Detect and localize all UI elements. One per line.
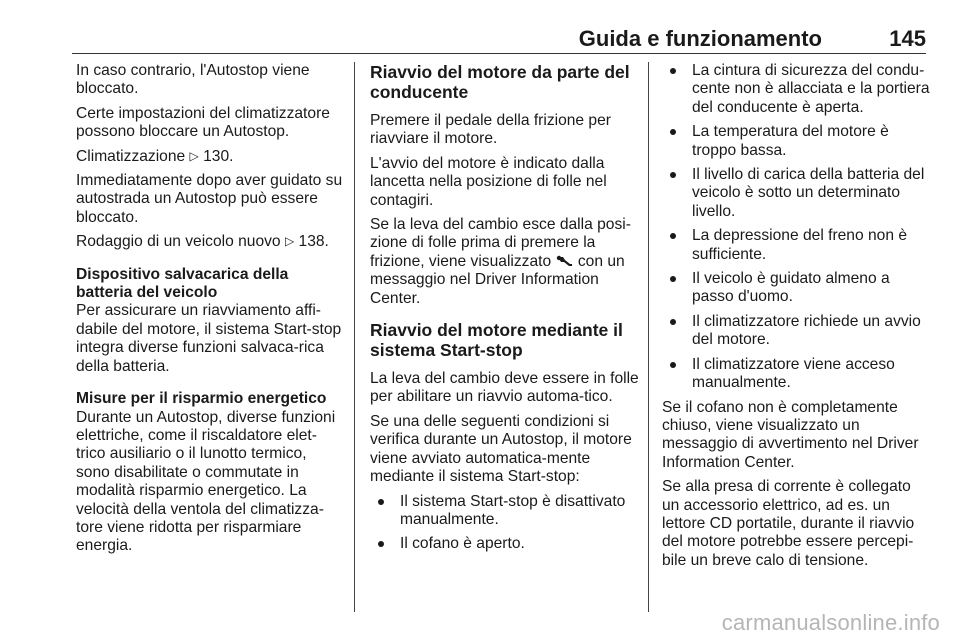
list-item: La cintura di sicurezza del condu-cente non è allacciata e la portiera del conducente è aperta. [662,62,932,117]
column-middle [370,62,640,614]
paragraph: Per assicurare un riavviamento affi-dabile del motore, il sistema Start-stop integra diverse funzioni salvaca-rica della batteria. [76,302,342,375]
reference-text: Climatizzazione [76,147,186,165]
wrench-icon [556,254,574,268]
paragraph: Certe impostazioni del climatizzatore possono bloccare un Autostop. [76,104,330,141]
bullet-icon [378,541,384,547]
bullet-icon [670,276,676,282]
heading-startstop-restart: Riavvio del motore mediante il sistema Start-stop [370,320,623,361]
bullet-icon [670,129,676,135]
bullet-icon [670,319,676,325]
column-divider-right [648,62,649,612]
paragraph-with-reference [76,148,344,166]
paragraph-with-reference [76,233,344,251]
paragraph: La leva del cambio deve essere in folle per abilitare un riavvio automa-tico. [370,370,639,406]
condition-list [370,493,640,554]
bullet-icon [670,172,676,178]
page-number: 145 [889,26,926,51]
list-item: Il livello di carica della batteria del veicolo è sotto un determinato livello. [662,166,932,221]
column-left [76,62,344,614]
list-item: Il veicolo è guidato almeno a passo d'uomo. [662,270,932,307]
bullet-icon [670,68,676,74]
subsection-title-battery: Dispositivo salvacarica della batteria del veicolo [76,265,289,302]
reference-page[interactable]: 138. [298,233,329,251]
list-item: Il climatizzatore richiede un avvio del motore. [662,313,932,350]
paragraph: Immediatamente dopo aver guidato su autostrada un Autostop può essere bloccato. [76,172,343,226]
list-item: Il cofano è aperto. [370,535,640,553]
section-title: Guida e funzionamento [578,26,822,51]
subsection-title-energy-saving: Misure per il risparmio energetico [76,390,327,408]
reference-page[interactable]: 130. [203,147,234,165]
list-item: La temperatura del motore è troppo bassa. [662,123,932,160]
paragraph-with-icon: Se la leva del cambio esce dalla posi-zione di folle prima di premere la frizione, viene visualizzato con un messaggio nel Driver Information Center. [370,216,631,307]
list-item: La depressione del freno non è sufficiente. [662,227,932,264]
header-rule [72,53,926,54]
paragraph: In caso contrario, l'Autostop viene bloccato. [76,62,310,98]
column-divider-left [354,62,355,612]
cross-reference-arrow-icon: ▷ [189,148,199,163]
paragraph: Se alla presa di corrente è collegato un accessorio elettrico, ad es. un lettore CD portatile, durante il riavvio del motore potrebbe essere percepi-bile un breve calo di tensione. [662,478,915,569]
paragraph: Premere il pedale della frizione per riavviare il motore. [370,112,611,148]
list-item: Il climatizzatore viene acceso manualmente. [662,356,932,393]
paragraph: Se una delle seguenti condizioni si verifica durante un Autostop, il motore viene avviato automatica-mente mediante il sistema Start-stop: [370,412,632,486]
heading-driver-restart: Riavvio del motore da parte del conducente [370,62,630,102]
watermark: carmanualsonline.info [721,610,940,635]
reference-text: Rodaggio di un veicolo nuovo [76,233,281,251]
paragraph: L'avvio del motore è indicato dalla lancetta nella posizione di folle nel contagiri. [370,154,607,209]
list-item: Il sistema Start-stop è disattivato manualmente. [370,493,640,530]
bullet-icon [670,362,676,368]
paragraph: Durante un Autostop, diverse funzioni elettriche, come il riscaldatore elet-trico ausiliario o il lunotto termico, sono disabilitate o commutate in modalità risparmio energetico. La velocità della ventola del climatizza-tore viene ridotta per risparmiare energia. [76,408,336,555]
column-right [662,62,932,614]
bullet-icon [670,233,676,239]
paragraph: Se il cofano non è completamente chiuso, viene visualizzato un messaggio di avvertimento nel Driver Information Center. [662,398,919,471]
cross-reference-arrow-icon: ▷ [284,234,295,249]
bullet-icon [378,499,384,505]
condition-list-continued [662,62,932,393]
